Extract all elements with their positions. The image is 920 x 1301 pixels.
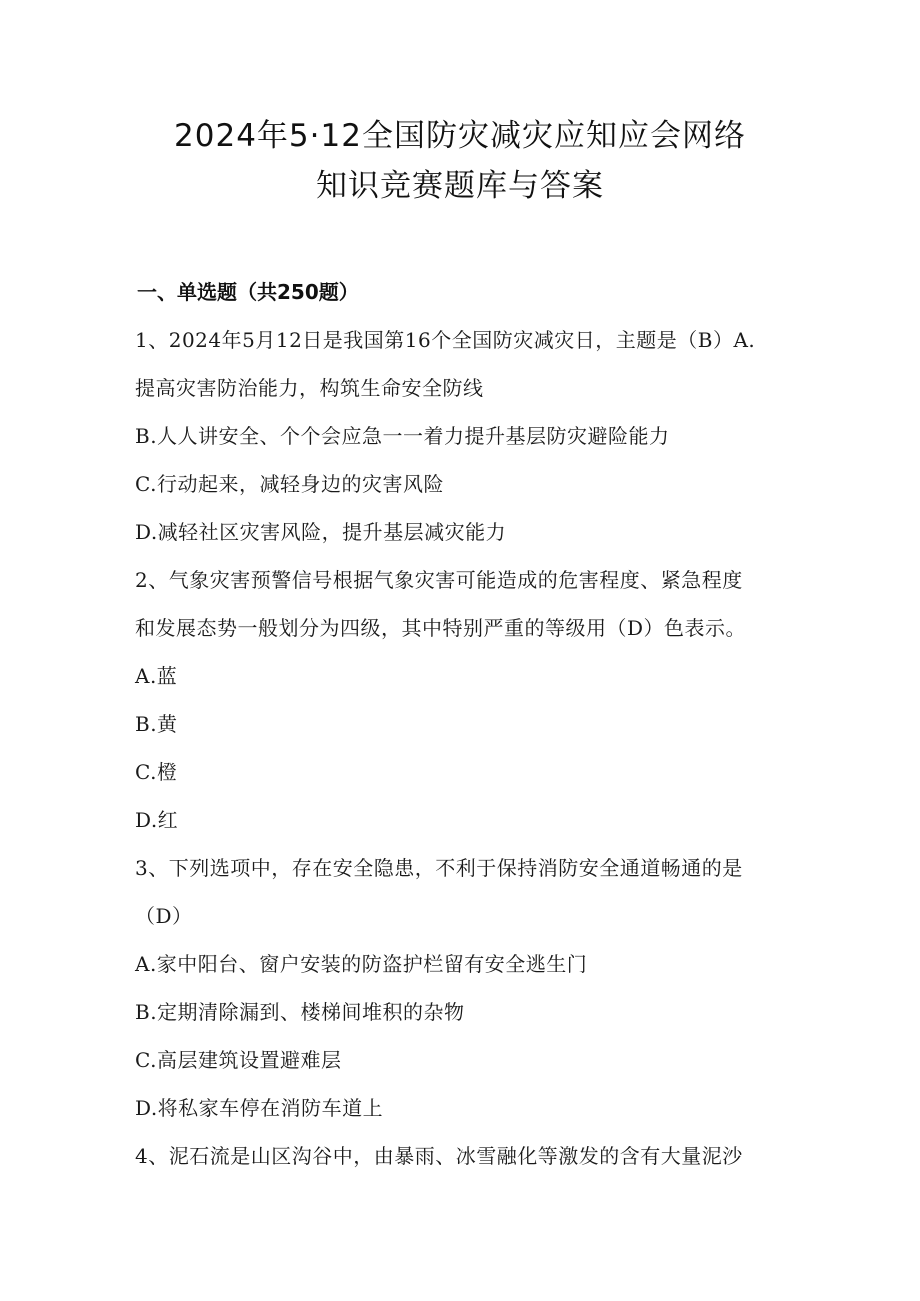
document-title-line-1: 2024年5·12全国防灾减灾应知应会网络 [174, 118, 746, 154]
text-line: A.蓝 [135, 664, 178, 688]
text-line: B.黄 [135, 712, 178, 736]
text-line: A.家中阳台、窗户安装的防盗护栏留有安全逃生门 [135, 952, 588, 976]
text-line: C.橙 [135, 760, 178, 784]
text-line: 3、下列选项中，存在安全隐患，不利于保持消防安全通道畅通的是 [135, 856, 743, 880]
text-line: （D） [135, 904, 193, 928]
section-heading: 一、单选题（共250题） [137, 280, 359, 304]
text-line: B.人人讲安全、个个会应急一一着力提升基层防灾避险能力 [135, 424, 670, 448]
text-line: D.红 [135, 808, 179, 832]
text-line: C.高层建筑设置避难层 [135, 1048, 342, 1072]
text-line: 提高灾害防治能力，构筑生命安全防线 [135, 376, 484, 400]
text-line: 2、气象灾害预警信号根据气象灾害可能造成的危害程度、紧急程度 [135, 568, 743, 592]
text-line: 1、2024年5月12日是我国第16个全国防灾减灾日，主题是（B）A. [135, 328, 756, 352]
text-line: D.减轻社区灾害风险，提升基层减灾能力 [135, 520, 507, 544]
document-title-line-2: 知识竞赛题库与答案 [316, 168, 604, 204]
text-line: D.将私家车停在消防车道上 [135, 1096, 384, 1120]
text-line: C.行动起来，减轻身边的灾害风险 [135, 472, 444, 496]
text-line: B.定期清除漏到、楼梯间堆积的杂物 [135, 1000, 465, 1024]
text-line: 4、泥石流是山区沟谷中，由暴雨、冰雪融化等激发的含有大量泥沙 [135, 1144, 743, 1168]
text-line: 和发展态势一般划分为四级，其中特别严重的等级用（D）色表示。 [135, 616, 747, 640]
question-body [135, 325, 785, 1189]
